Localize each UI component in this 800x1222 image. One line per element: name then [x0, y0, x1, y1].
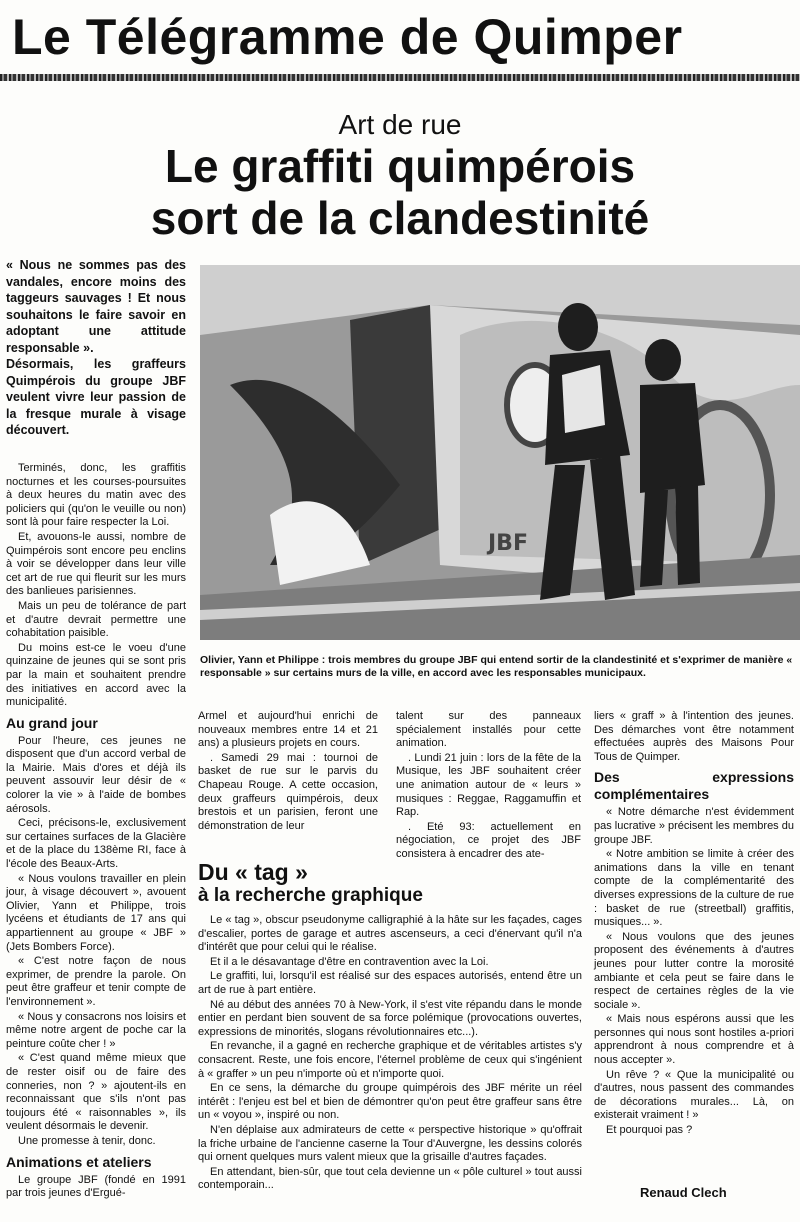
headline	[0, 140, 800, 244]
paragraph: Et pourquoi pas ?	[606, 1124, 693, 1137]
paragraph: « Nous voulons travailler en plein jour, à visage découvert », avouent Olivier, Yann et Philippe, trois lycéens et étudiants de 17 ans qui appartiennent au groupe « JBF » (Jets Bombers Force).	[6, 872, 186, 953]
tag-section	[198, 914, 582, 1194]
paragraph: Du moins est-ce le voeu d'une quinzaine de jeunes qui se sont pris par la main et souhaitent prendre des initiatives en accord avec la municipalité.	[6, 641, 186, 709]
photo-illustration	[200, 265, 800, 640]
paragraph: Armel et aujourd'hui enrichi de nouveaux membres entre 14 et 21 ans) a plusieurs projets en cours.	[198, 710, 378, 750]
column-2	[198, 710, 378, 834]
lead-quote: « Nous ne sommes pas des vandales, encore moins des taggeurs sauvages ! Et nous souhaitons le faire savoir en adoptant une attitude responsable ».	[6, 258, 186, 355]
paragraph: En attendant, bien-sûr, que tout cela devienne un « pôle culturel » tout aussi contemporain...	[198, 1165, 582, 1192]
paragraph: « C'est notre façon de nous exprimer, de prendre la parole. On peut être graffeur et tenir compte de l'environnement ».	[6, 955, 186, 1008]
paragraph: . Eté 93: actuellement en négociation, ce projet des JBF consistera à encadrer des ate-	[396, 820, 581, 860]
paragraph: Ceci, précisons-le, exclusivement sur certaines surfaces de la Glacière et de la place du 138ème RI, face à l'école des Beaux-Arts.	[6, 817, 186, 871]
paragraph: « Mais nous espérons aussi que les personnes qui nous sont hostiles a-priori apprendront à nous comprendre et à nous accepter ».	[594, 1013, 794, 1067]
masthead: Le Télégramme de Quimper	[12, 9, 683, 65]
paragraph: Un rêve ? « Que la municipalité ou d'autres, nous passent des commandes de décorations murales... Là, on existerait vraiment ! »	[594, 1068, 794, 1122]
headline-line-1: Le graffiti quimpérois	[164, 140, 636, 192]
subheading-line-2: à la recherche graphique	[198, 885, 423, 906]
paragraph: Né au début des années 70 à New-York, il s'est vite répandu dans le monde entier en perdant bien souvent de sa force polémique (provocations ouvertes, expressions de minorités, slogans révolutionnaires etc...).	[198, 998, 582, 1038]
author-signature: Renaud Clech	[640, 1185, 727, 1200]
column-1	[6, 462, 186, 1202]
paragraph: . Samedi 29 mai : tournoi de basket de rue sur le parvis du Chapeau Rouge. A cette occasion, deux graffeurs quimpérois, deux brestois et un parisien, feront une démonstration de leur	[198, 751, 378, 832]
paragraph: En revanche, il a gagné en recherche graphique et de véritables artistes s'y consacrent. Reste, une fois encore, l'éternel problème de ceux qui s'ingénient à « graffer » un peu n'importe où et n'importe quoi.	[198, 1040, 582, 1080]
paragraph: N'en déplaise aux admirateurs de cette « perspective historique » qu'offrait la friche urbaine de l'ancienne caserne la Tour d'Auvergne, les dessins colorés qui ornent quelques murs valent mieux que la grisaille d'autres façades.	[198, 1123, 582, 1164]
paragraph: En ce sens, la démarche du groupe quimpérois des JBF mérite un réel intérêt : l'enjeu est bel et bien de démontrer qu'on peut être graffeur sans être un « voyou », inspiré ou non.	[198, 1082, 582, 1122]
paragraph: Terminés, donc, les graffitis nocturnes et les courses-poursuites à deux heures du matin avec des policiers qui (qu'on le veuille ou non) sont là pour faire respecter la Loi.	[6, 462, 186, 529]
headline-line-2: sort de la clandestinité	[150, 192, 650, 244]
lead-intro: Désormais, les graffeurs Quimpérois du groupe JBF veulent vivre leur passion de la fresque murale à visage découvert.	[6, 357, 186, 437]
masthead-rule	[0, 74, 800, 81]
lead-paragraph	[6, 257, 186, 439]
paragraph: liers « graff » à l'intention des jeunes. Des démarches vont être notamment effectuées auprès des Maisons Pour Tous de Quimper.	[594, 710, 794, 763]
column-4	[594, 710, 794, 1139]
column-3	[396, 710, 581, 863]
paragraph: « Nous y consacrons nos loisirs et même notre argent de poche car la peinture coûte cher ! »	[6, 1010, 186, 1050]
paragraph: « C'est quand même mieux que de rester oisif ou de faire des conneries, non ? » ajoutent-ils en reconnaissant que s'ils n'ont pas toujours été « raisonnables », ils veulent désormais le devenir.	[6, 1052, 186, 1133]
paragraph: « Notre démarche n'est évidemment pas lucrative » précisent les membres du groupe JBF.	[594, 806, 794, 846]
paragraph: . Lundi 21 juin : lors de la fête de la Musique, les JBF souhaitent créer une animation autour de « leurs » musiques : Reggae, Raggamuffin et Rap.	[396, 751, 581, 819]
paragraph: Pour l'heure, ces jeunes ne disposent que d'un accord verbal de la Mairie. Mais d'ores et déjà ils peuvent assouvir leur désir de « colorer la vie » à l'aide de bombes aérosols.	[6, 734, 186, 815]
kicker: Art de rue	[338, 109, 462, 140]
paragraph: talent sur des panneaux spécialement installés pour cette animation.	[396, 710, 581, 750]
paragraph: « Notre ambition se limite à créer des animations dans la ville en tenant compte de la complémentarité des diverses expressions de la culture de rue : basket de rue (streetball) graffitis, musiques... ».	[594, 848, 794, 929]
photo-graffiti-tag: JBF	[488, 531, 528, 556]
paragraph: Une promesse à tenir, donc.	[18, 1134, 156, 1147]
section-heading: Au grand jour	[6, 714, 98, 731]
paragraph: Le groupe JBF (fondé en 1991 par trois jeunes d'Ergué-	[6, 1173, 186, 1200]
paragraph: « Nous voulons que des jeunes proposent des événements à d'autres jeunes pour lutter contre la morosité ambiante et cela peut se faire dans le respect de certaines règles de la vie sociale ».	[594, 930, 794, 1011]
section-heading: Animations et ateliers	[6, 1153, 152, 1170]
article-photo	[200, 265, 800, 640]
section-heading: Des expressions complémentaires	[594, 769, 794, 803]
paragraph: Et il a le désavantage d'être en contravention avec la Loi.	[210, 955, 489, 968]
paragraph: Et, avouons-le aussi, nombre de Quimpérois sont encore peu enclins à voir se développer dans leur ville cet art de rue qui fleurit sur les murs des banlieues parisiennes.	[6, 530, 186, 598]
paragraph: Le graffiti, lui, lorsqu'il est réalisé sur des espaces autorisés, entend être un art de rue à part entière.	[198, 970, 582, 996]
subheading-line-1: Du « tag »	[198, 859, 308, 885]
paragraph: Mais un peu de tolérance de part et d'autre devrait permettre une cohabitation paisible.	[6, 599, 186, 640]
paragraph: Le « tag », obscur pseudonyme calligraphié à la hâte sur les façades, cages d'escalier, portes de garage et autres ascenseurs, a ceci d'énervant qu'il n'a d'intérêt que pour celui qui le réalise.	[198, 914, 582, 954]
photo-caption: Olivier, Yann et Philippe : trois membres du groupe JBF qui entend sortir de la clandestinité et s'exprimer de manière « responsable » sur certains murs de la ville, en accord avec les responsables municipaux.	[200, 654, 793, 679]
